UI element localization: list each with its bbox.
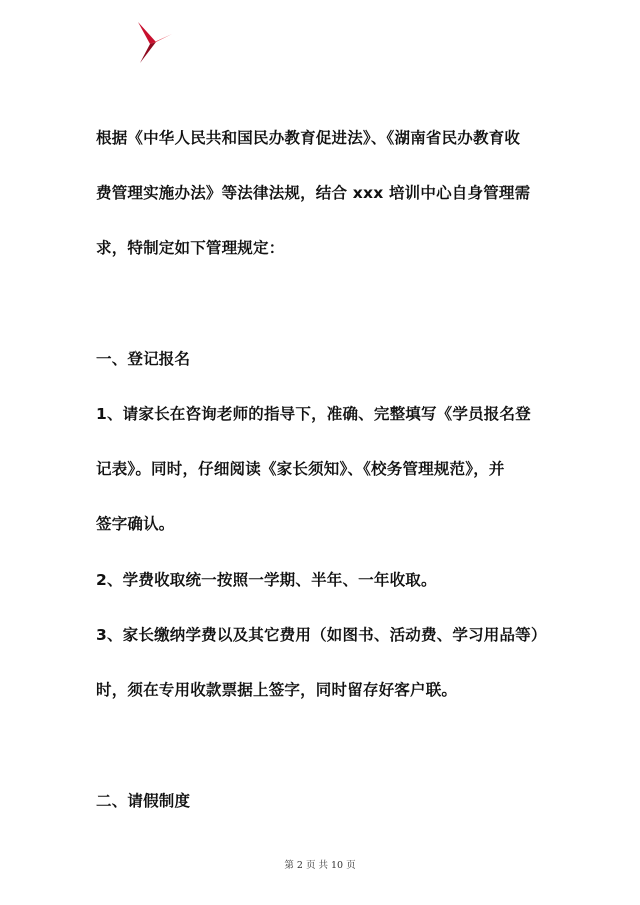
red-bird-logo-icon	[136, 22, 176, 64]
item-3-line-1: 3、家长缴纳学费以及其它费用（如图书、活动费、学习用品等）	[96, 626, 547, 644]
item-1-line-2: 记表》。同时，仔细阅读《家长须知》、《校务管理规范》，并	[96, 460, 505, 478]
intro-line-2: 费管理实施办法》等法律法规，结合 xxx 培训中心自身管理需	[96, 184, 531, 202]
intro-line-3: 求，特制定如下管理规定：	[96, 239, 285, 257]
item-2-line-1: 2、学费收取统一按照一学期、半年、一年收取。	[96, 571, 437, 589]
item-1-line-1: 1、请家长在咨询老师的指导下，准确、完整填写《学员报名登	[96, 405, 531, 423]
section-1-heading: 一、登记报名	[96, 350, 191, 368]
item-3-line-2: 时，须在专用收款票据上签字，同时留存好客户联。	[96, 681, 458, 699]
intro-line-1: 根据《中华人民共和国民办教育促进法》、《湖南省民办教育收	[96, 129, 521, 147]
item-1-line-3: 签字确认。	[96, 515, 175, 533]
section-2-heading: 二、请假制度	[96, 792, 191, 810]
page-number: 第 2 页 共 10 页	[284, 860, 356, 871]
